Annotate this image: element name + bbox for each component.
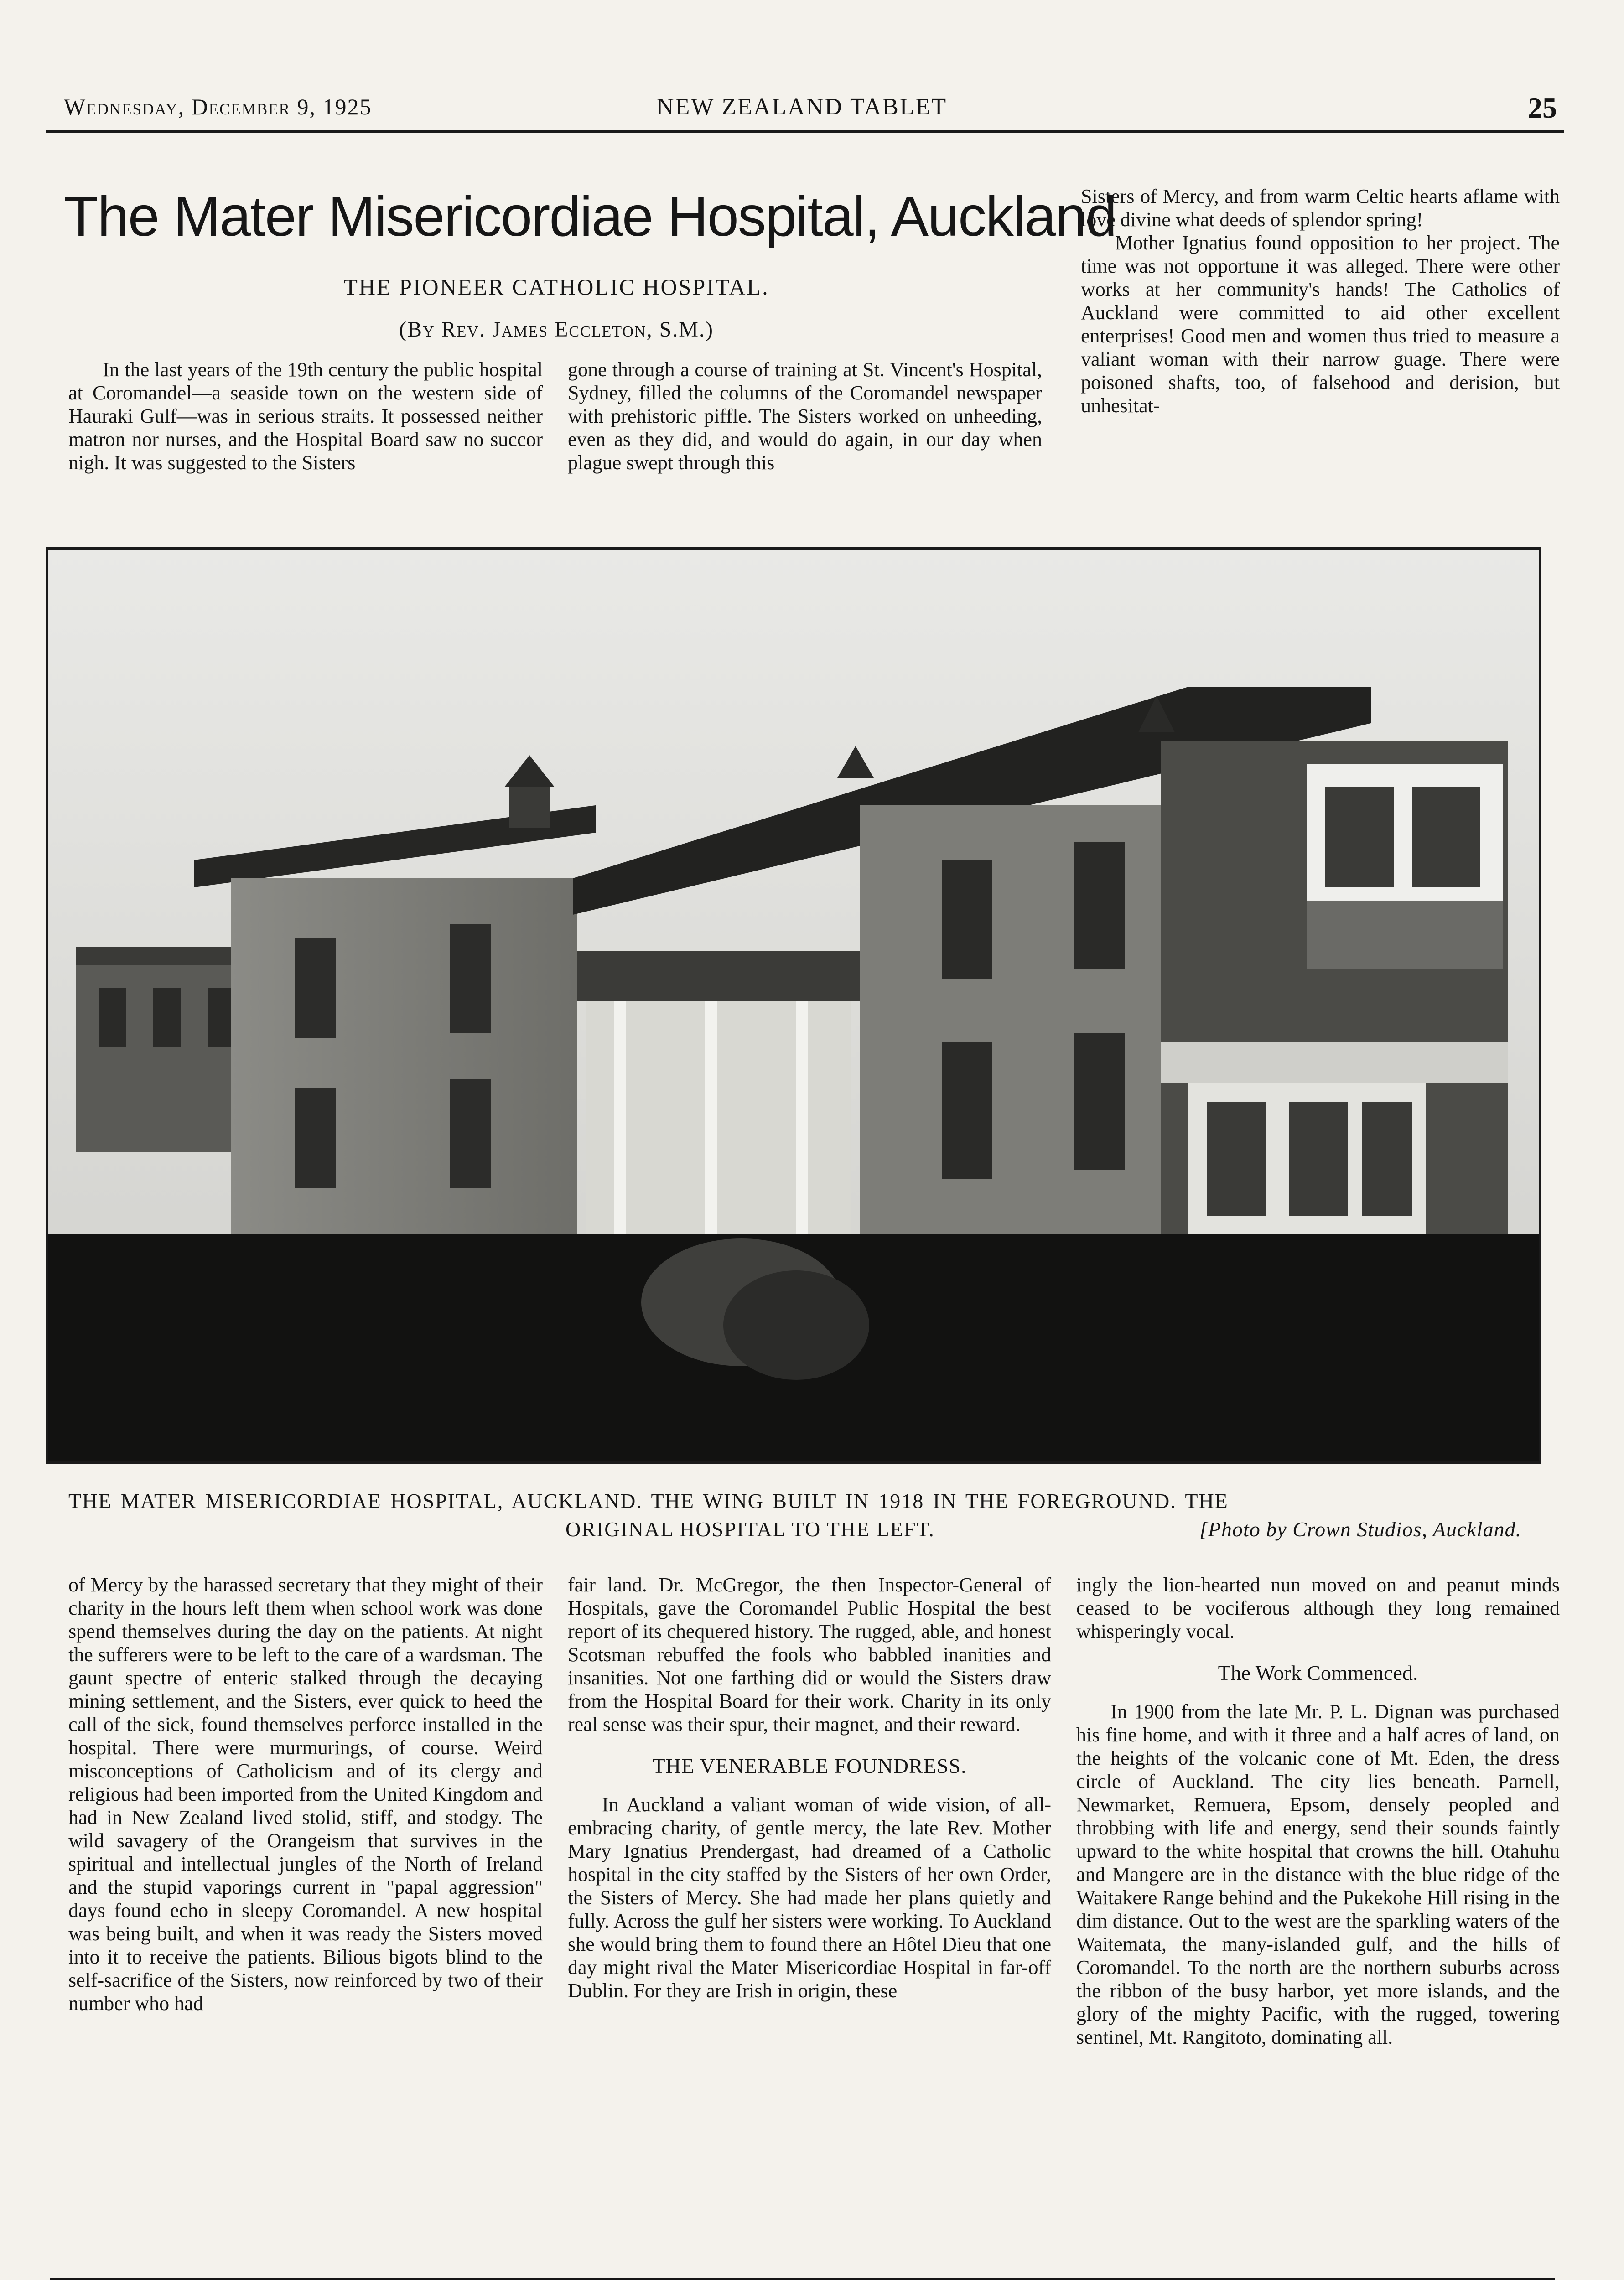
paragraph: Mother Ignatius found opposition to her project. The time was not opportune it was alleged. There were other works at her community's hands! The Catholics of Auckland were committed to aid other excellent enterprises! Good men and women thus tried to measure a valiant woman with their narrow guage. There were poisoned shafts, too, of falsehood and derision, but unhesitat- [1081, 232, 1560, 417]
paragraph: of Mercy by the harassed secretary that they might of their charity in the hours left them when school work was done spend themselves during the day on the patients. At night the sufferers were to be left to the care of a wardsman. The gaunt spectre of enteric stalked through the decaying mining settlement, and the Sisters, ever quick to heed the call of the sick, found themselves perforce installed in the hospital. There were murmurings, of course. Weird misconceptions of Catholicism and of its clergy and religious had been imported from the United Kingdom and had in New Zealand lived stolid, stiff, and stodgy. The wild savagery of the Orangeism that survives in the spiritual and intellectual jungles of the North of Ireland and the stupid vaporings current in "papal aggression" days found echo in sleepy Coromandel. A new hospital was being built, and when it was ready the Sisters moved into it to receive the patients. Bilious bigots blind to the self-sacrifice of the Sisters, now reinforced by two of their number who had [68, 1574, 543, 2015]
issue-date: Wednesday, December 9, 1925 [64, 94, 372, 119]
caption-line-1: THE MATER MISERICORDIAE HOSPITAL, AUCKLAND. THE WING BUILT IN 1918 IN THE FOREGROUND. THE [68, 1489, 1229, 1513]
hospital-photograph [46, 547, 1541, 1464]
paragraph: In Auckland a valiant woman of wide vision, of all-embracing charity, of gentle mercy, the late Rev. Mother Mary Ignatius Prendergast, had dreamed of a Catholic hospital in the city staffed by the Sisters of her own Order, the Sisters of Mercy. She had made her plans quietly and fully. Across the gulf her sisters were working. To Auckland she would bring them to found there an Hôtel Dieu that one day might rival the Mater Misericordiae Hospital in far-off Dublin. For they are Irish in origin, these [568, 1793, 1051, 2002]
byline: (By Rev. James Eccleton, S.M.) [399, 317, 714, 342]
header-rule [46, 130, 1564, 133]
photo-credit: [Photo by Crown Studios, Auckland. [1199, 1518, 1522, 1541]
bottom-column-1 [68, 1573, 543, 2015]
page-number: 25 [1528, 92, 1557, 124]
paragraph: fair land. Dr. McGregor, the then Inspector-General of Hospitals, gave the Coromandel Public Hospital the best report of its chequered history. The rugged, able, and honest Scotsman rebuffed the fools who babbled inanities and insanities. Not one farthing did or would the Sisters draw from the Hospital Board for their work. Charity in its only real sense was their spur, their magnet, and their reward. [568, 1574, 1051, 1736]
paragraph: In the last years of the 19th century the public hospital at Coromandel—a seaside town on the western side of Hauraki Gulf—was in serious straits. It possessed neither matron nor nurses, and the Hospital Board saw no succor nigh. It was suggested to the Sisters [68, 358, 543, 474]
photo-caption [68, 1489, 1555, 1541]
bottom-column-2 [568, 1573, 1051, 2002]
caption-line-2: ORIGINAL HOSPITAL TO THE LEFT. [566, 1518, 935, 1541]
top-column-1 [68, 358, 543, 474]
paragraph: gone through a course of training at St. Vincent's Hospital, Sydney, filled the columns of the Coromandel newspaper with prehistoric piffle. The Sisters worked on unheeding, even as they did, and would do again, in our day when plague swept through this [568, 358, 1042, 474]
paragraph: ingly the lion-hearted nun moved on and peanut minds ceased to be vociferous although they long remained whisperingly vocal. [1076, 1574, 1560, 1643]
article-title: The Mater Misericordiae Hospital, Auckland [64, 185, 1116, 248]
publication-name: NEW ZEALAND TABLET [657, 94, 948, 120]
running-header [46, 93, 1560, 128]
section-heading: The Work Commenced. [1218, 1661, 1418, 1684]
top-column-3 [1081, 185, 1560, 417]
paragraph: In 1900 from the late Mr. P. L. Dignan was purchased his fine home, and with it three and a half acres of land, on the heights of the volcanic cone of Mt. Eden, the dress circle of Auckland. The city lies beneath. Parnell, Newmarket, Remuera, Epsom, densely peopled and throbbing with life and energy, send their sounds faintly upward to the white hospital that crowns the hill. Otahuhu and Mangere are in the distance with the blue ridge of the Waitakere Range behind and the Pukekohe Hill rising in the dim distance. Out to the west are the sparkling waters of the Waitemata, the many-islanded gulf, and the hills of Coromandel. To the north are the northern suburbs across the ribbon of the busy harbor, yet more islands, and the glory of the mighty Pacific, with the rugged, towering sentinel, Mt. Rangitoto, dominating all. [1076, 1700, 1560, 2048]
paragraph: Sisters of Mercy, and from warm Celtic hearts aflame with love divine what deeds of splendor spring! [1081, 185, 1560, 231]
section-heading: THE VENERABLE FOUNDRESS. [652, 1754, 967, 1777]
advertisement-box [50, 2278, 1555, 2280]
hospital-building-illustration [48, 550, 1539, 1461]
article-subtitle: THE PIONEER CATHOLIC HOSPITAL. [343, 274, 769, 300]
bottom-column-3 [1076, 1573, 1560, 2049]
top-column-2 [568, 358, 1042, 474]
